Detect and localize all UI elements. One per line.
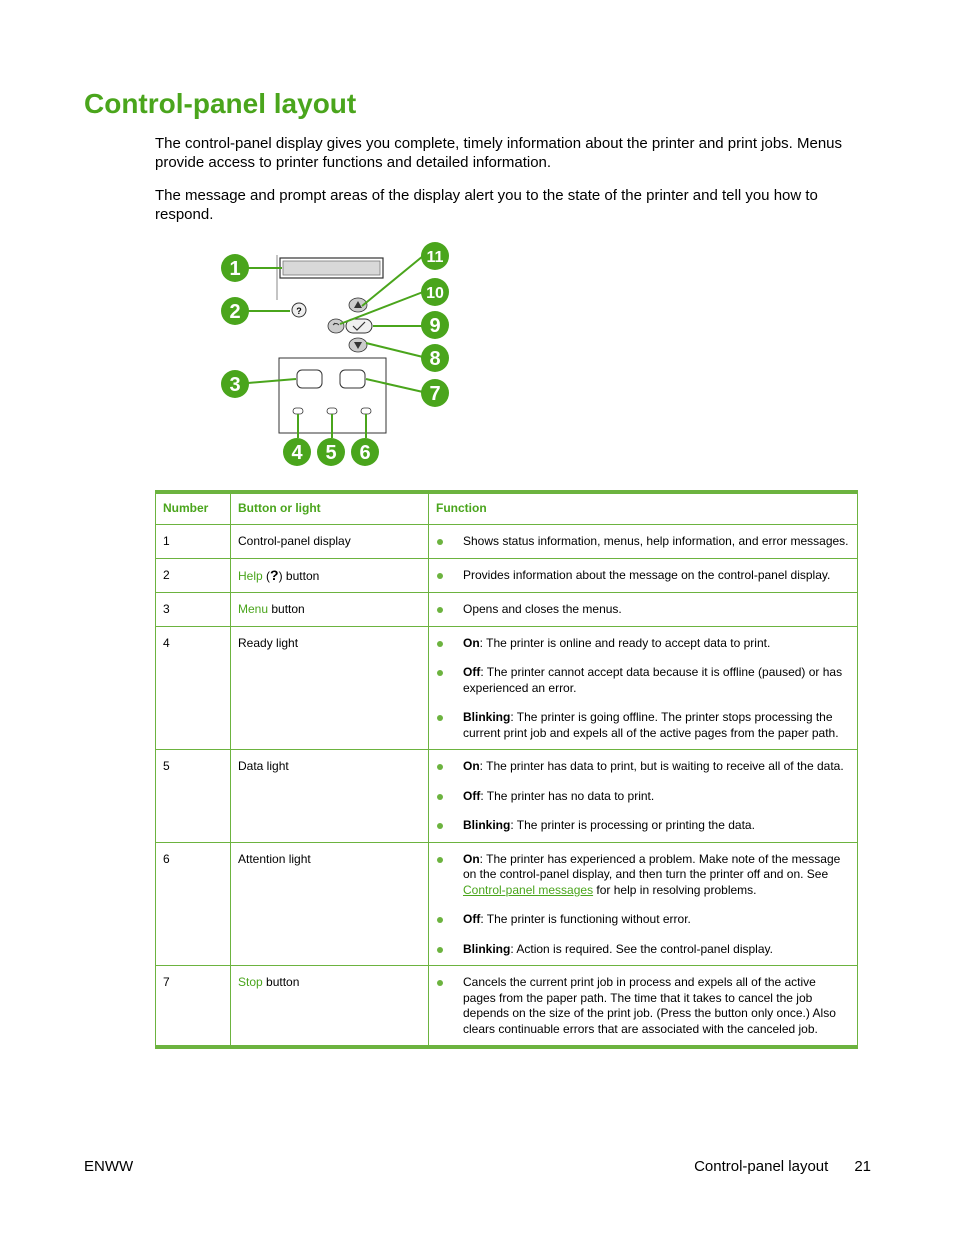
row-number: 2	[156, 558, 231, 593]
table-row	[156, 593, 858, 627]
function-item: Cancels the current print job in process and expels all of the active pages from the paper path. The time that it takes to cancel the job depends on the size of the print job. (Press the button only once.) Also clears continuable errors that are associated with the canceled job.	[436, 975, 850, 1037]
control-panel-table	[155, 490, 858, 1049]
footer-right	[694, 1158, 871, 1175]
table-row	[156, 558, 858, 593]
callout-2: 2	[229, 301, 241, 323]
row-name: Menu button	[231, 593, 429, 627]
callout-4: 4	[291, 442, 303, 464]
prompt-paragraph: The message and prompt areas of the display alert you to the state of the printer and tell you how to respond.	[155, 187, 818, 223]
help-icon: ?	[270, 566, 279, 583]
footer-left: ENWW	[84, 1158, 134, 1175]
function-item: On: The printer has data to print, but is waiting to receive all of the data.	[436, 759, 850, 775]
footer-section: Control-panel layout	[694, 1158, 829, 1175]
ready-light-shape	[293, 408, 303, 414]
row-function	[429, 593, 858, 627]
intro-paragraph: The control-panel display gives you complete, timely information about the printer and print jobs. Menus provide access to printer functions and detailed information.	[155, 135, 843, 171]
row-number: 3	[156, 593, 231, 627]
row-number: 1	[156, 525, 231, 559]
row-function	[429, 525, 858, 559]
row-function	[429, 558, 858, 593]
header-function: Function	[429, 492, 858, 525]
function-item: Opens and closes the menus.	[436, 602, 850, 618]
function-item: Blinking: The printer is processing or printing the data.	[436, 818, 850, 834]
row-name: Stop button	[231, 966, 429, 1048]
header-button-or-light: Button or light	[231, 492, 429, 525]
function-item: On: The printer is online and ready to accept data to print.	[436, 636, 850, 652]
row-function	[429, 842, 858, 966]
row-name: Help (?) button	[231, 558, 429, 593]
callout-1: 1	[229, 258, 241, 280]
function-item: Blinking: The printer is going offline. The printer stops processing the current print job and expels all of the active pages from the paper path.	[436, 710, 850, 741]
row-name: Control-panel display	[231, 525, 429, 559]
row-function	[429, 626, 858, 750]
menu-button-shape	[297, 370, 322, 388]
row-number: 7	[156, 966, 231, 1048]
callout-3: 3	[229, 374, 241, 396]
row-name: Data light	[231, 750, 429, 843]
function-item: Off: The printer has no data to print.	[436, 789, 850, 805]
control-panel-messages-link[interactable]: Control-panel messages	[463, 882, 594, 897]
callout-8: 8	[429, 348, 441, 370]
attention-light-shape	[361, 408, 371, 414]
callout-11: 11	[426, 249, 444, 266]
help-symbol: ?	[296, 306, 302, 316]
table-header-row	[156, 492, 858, 525]
back-button-shape	[328, 319, 344, 333]
row-function	[429, 966, 858, 1048]
page-number: 21	[854, 1158, 871, 1175]
row-number: 6	[156, 842, 231, 966]
callout-7: 7	[429, 383, 441, 405]
control-panel-figure	[210, 238, 470, 470]
function-item: Blinking: Action is required. See the control-panel display.	[436, 942, 850, 958]
table-row	[156, 750, 858, 843]
table-row	[156, 842, 858, 966]
function-item: Off: The printer is functioning without error.	[436, 912, 850, 928]
row-number: 4	[156, 626, 231, 750]
row-name: Ready light	[231, 626, 429, 750]
menu-link[interactable]: Menu	[238, 602, 269, 616]
row-function	[429, 750, 858, 843]
row-name: Attention light	[231, 842, 429, 966]
header-number: Number	[156, 492, 231, 525]
data-light-shape	[327, 408, 337, 414]
stop-link[interactable]: Stop	[238, 975, 263, 989]
row-number: 5	[156, 750, 231, 843]
control-panel-diagram	[210, 238, 470, 470]
stop-button-shape	[340, 370, 365, 388]
callout-5: 5	[325, 442, 337, 464]
page-title: Control-panel layout	[84, 88, 357, 119]
function-item: Provides information about the message on the control-panel display.	[436, 568, 850, 584]
help-link[interactable]: Help	[238, 568, 263, 583]
function-item: On: The printer has experienced a problem. Make note of the message on the control-panel display, and then turn the printer off and on. See Control-panel messages for help in resolving problems.	[436, 852, 850, 899]
table-row	[156, 626, 858, 750]
table-row	[156, 966, 858, 1048]
function-item: Off: The printer cannot accept data because it is offline (paused) or has experienced an error.	[436, 665, 850, 696]
callout-6: 6	[359, 442, 371, 464]
function-item: Shows status information, menus, help information, and error messages.	[436, 534, 850, 550]
callout-9: 9	[429, 315, 441, 337]
table-row	[156, 525, 858, 559]
callout-10: 10	[426, 285, 444, 302]
